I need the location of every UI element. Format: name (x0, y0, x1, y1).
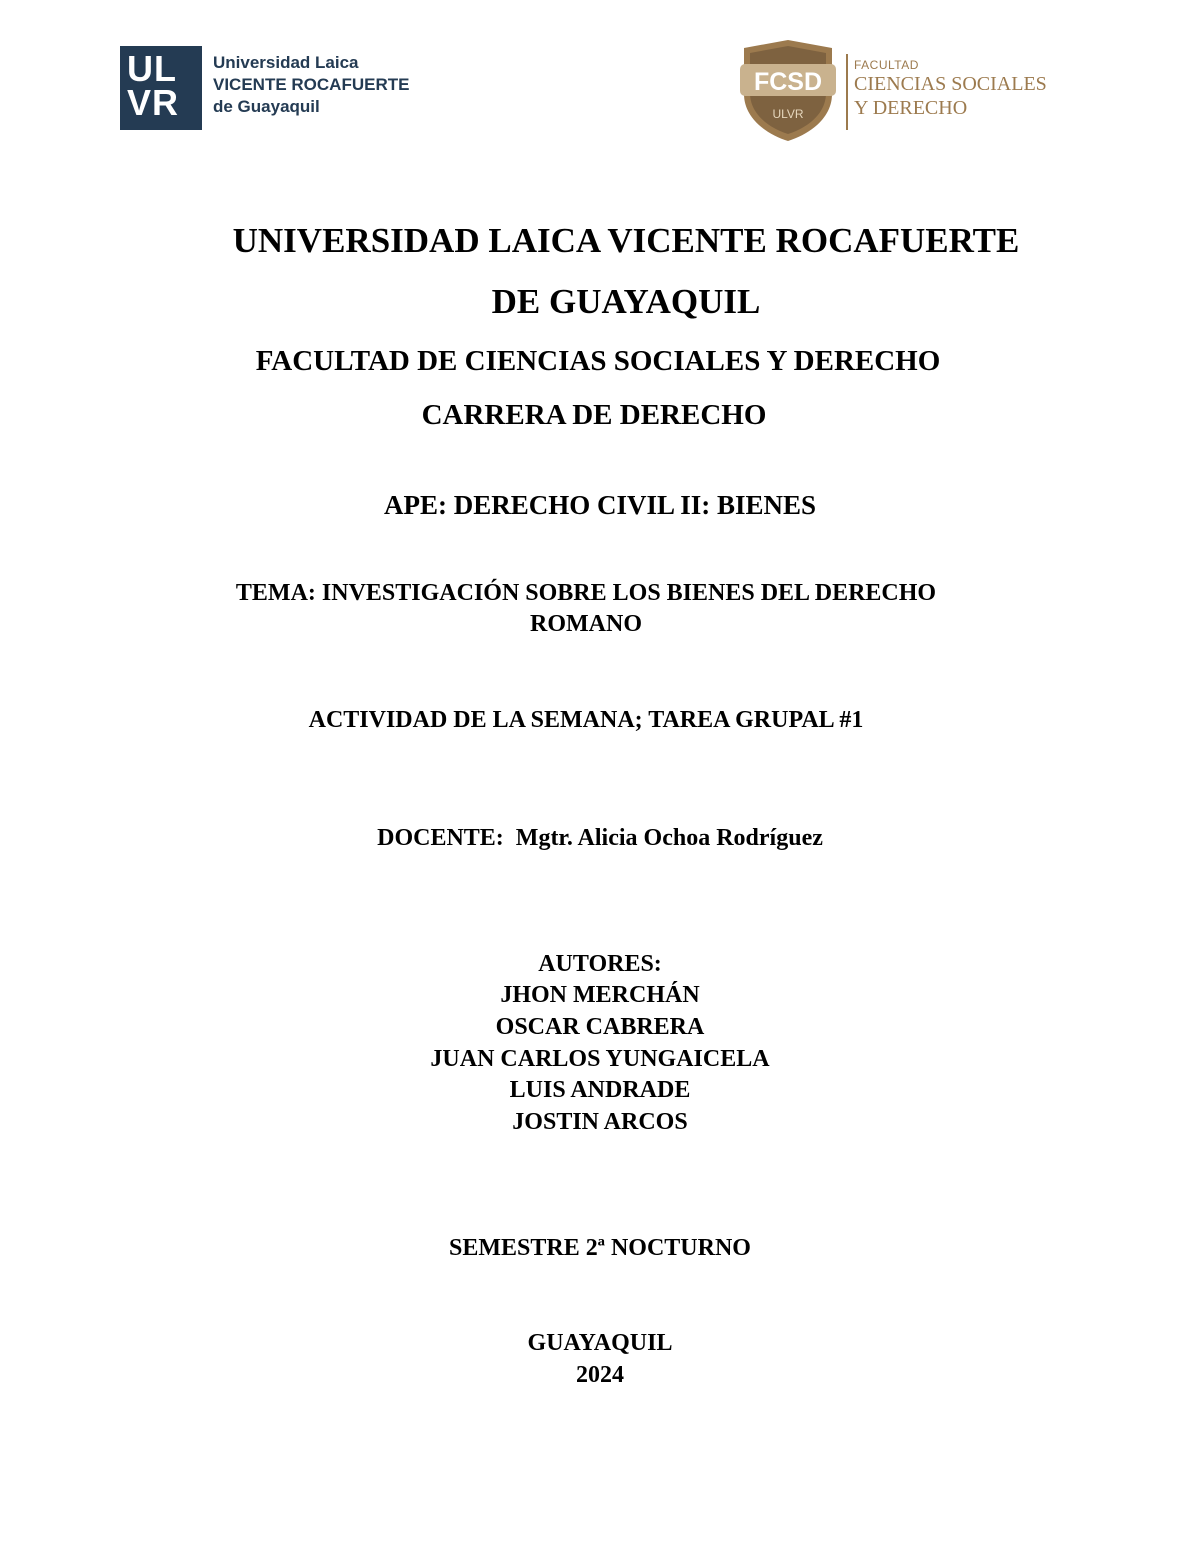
university-title-line1: UNIVERSIDAD LAICA VICENTE ROCAFUERTE (232, 221, 1020, 260)
author-name: OSCAR CABRERA (495, 1014, 705, 1040)
fcsd-logo-text (854, 58, 1064, 120)
career-title: CARRERA DE DERECHO (421, 399, 767, 431)
topic-line1: TEMA: INVESTIGACIÓN SOBRE LOS BIENES DEL DERECHO (235, 580, 937, 606)
university-title-line2: DE GUAYAQUIL (491, 282, 761, 321)
author-name: JOSTIN ARCOS (512, 1109, 688, 1135)
year-line: 2024 (576, 1362, 624, 1388)
authors-label: AUTORES: (538, 951, 662, 977)
course-title: APE: DERECHO CIVIL II: BIENES (383, 490, 817, 520)
ulvr-logo (120, 46, 440, 132)
fcsd-logo (738, 38, 1058, 144)
ulvr-text-line2: VICENTE ROCAFUERTE (213, 75, 410, 94)
teacher-line: DOCENTE: Mgtr. Alicia Ochoa Rodríguez (377, 825, 823, 851)
ulvr-logo-text (213, 52, 443, 118)
author-name: JHON MERCHÁN (500, 982, 700, 1008)
fcsd-text-line1: CIENCIAS SOCIALES (854, 73, 1047, 95)
city-line: GUAYAQUIL (527, 1330, 673, 1356)
fcsd-text-small: FACULTAD (854, 58, 919, 72)
ulvr-mark-line2: VR (127, 82, 180, 123)
author-name: JUAN CARLOS YUNGAICELA (430, 1046, 770, 1072)
ulvr-text-line1: Universidad Laica (213, 53, 359, 72)
author-name: LUIS ANDRADE (509, 1077, 691, 1103)
fcsd-text-line2: Y DERECHO (854, 97, 968, 119)
semester-line: SEMESTRE 2ª NOCTURNO (449, 1235, 751, 1261)
fcsd-shield-icon (738, 38, 838, 142)
fcsd-shield-subtext: ULVR (772, 107, 804, 121)
faculty-title: FACULTAD DE CIENCIAS SOCIALES Y DERECHO (255, 345, 941, 377)
fcsd-shield-text: FCSD (753, 68, 823, 96)
ulvr-text-line3: de Guayaquil (213, 97, 320, 116)
topic-line2: ROMANO (530, 611, 642, 637)
ulvr-mark-line1: UL (127, 48, 177, 89)
activity-title: ACTIVIDAD DE LA SEMANA; TAREA GRUPAL #1 (308, 707, 864, 733)
fcsd-divider (846, 54, 848, 130)
ulvr-logo-mark (120, 46, 202, 130)
